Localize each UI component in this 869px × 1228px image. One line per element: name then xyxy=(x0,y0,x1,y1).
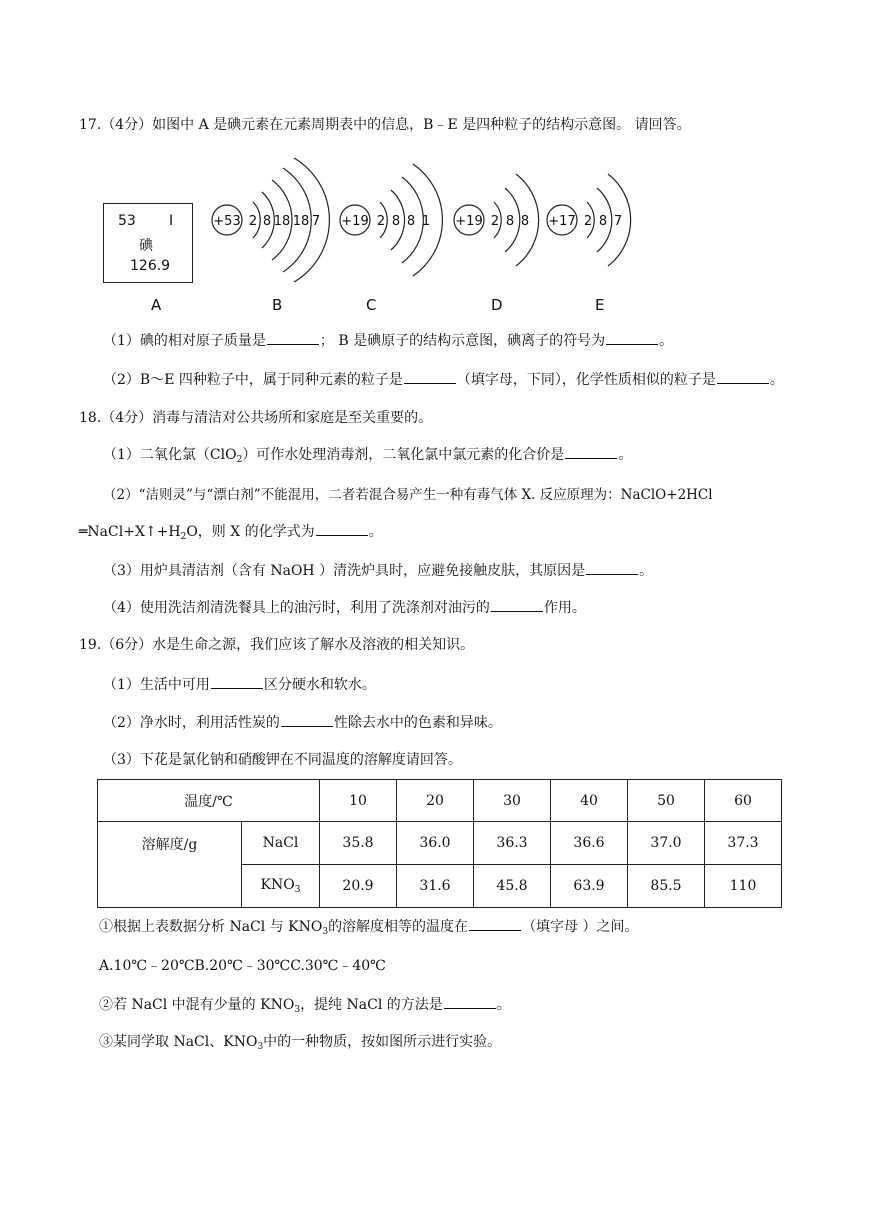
value-cell: 45.8 xyxy=(474,865,551,908)
q18-sub4: （4）使用洗洁剂清洗餐具上的油污时，利用了洗涤剂对油污的 作用。 xyxy=(103,597,586,618)
shell-count: 2 xyxy=(583,214,593,229)
answer-blank[interactable] xyxy=(491,597,543,612)
q18-sub3: （3）用炉具清洁剂（含有 NaOH ）清洗炉具时，应避免接触皮肤，其原因是 。 xyxy=(103,560,653,581)
shell-count: 2 xyxy=(376,214,386,229)
q19-options: A.10℃﹣20℃B.20℃﹣30℃C.30℃﹣40℃ xyxy=(99,958,386,974)
solubility-table xyxy=(97,779,782,908)
shell-count: 8 xyxy=(505,214,515,229)
q18-stem: 18.（4分）消毒与清洁对公共场所和家庭是至关重要的。 xyxy=(79,410,433,426)
value-cell: 36.6 xyxy=(551,822,628,865)
shell-count: 7 xyxy=(311,214,321,229)
table-row xyxy=(98,822,782,865)
element-name: 碘 xyxy=(139,238,153,254)
shell-count: 8 xyxy=(406,214,416,229)
shell-count: 2 xyxy=(248,214,258,229)
label-b: B xyxy=(272,296,283,314)
q19-sub2: （2）净水时，利用活性炭的 性除去水中的色素和异味。 xyxy=(103,712,502,733)
answer-blank[interactable] xyxy=(469,916,521,931)
temp-header: 温度/℃ xyxy=(98,780,320,822)
temp-cell: 30 xyxy=(474,780,551,822)
q18-sub2-line1: （2）“洁则灵”与“漂白剂”不能混用，二者若混合易产生一种有毒气体 X. 反应原理为：NaClO+2HCl xyxy=(103,487,713,503)
shell-count: 18 xyxy=(292,214,310,229)
temp-cell: 40 xyxy=(551,780,628,822)
answer-blank[interactable] xyxy=(586,560,638,575)
value-cell: 37.0 xyxy=(628,822,705,865)
atomic-number: 53 xyxy=(118,213,136,229)
element-symbol: I xyxy=(169,213,174,229)
q19-sub1: （1）生活中可用 区分硬水和软水。 xyxy=(103,674,376,695)
temp-cell: 50 xyxy=(628,780,705,822)
row-name: $KNO_3$ xyxy=(242,865,320,908)
answer-blank[interactable] xyxy=(606,330,658,345)
label-a: A xyxy=(151,296,162,314)
q19-stem: 19.（6分）水是生命之源，我们应该了解水及溶液的相关知识。 xyxy=(79,637,475,653)
answer-blank[interactable] xyxy=(267,330,319,345)
answer-blank[interactable] xyxy=(444,994,496,1009)
q19-p2: ②若 NaCl 中混有少量的 $KNO_3$，提纯 NaCl 的方法是 。 xyxy=(99,994,511,1020)
table-row xyxy=(98,780,782,822)
q17-sub1: （1）碘的相对原子质量是 ； B 是碘原子的结构示意图，碘离子的符号为 。 xyxy=(103,330,673,351)
shell-count: 8 xyxy=(262,214,272,229)
nucleus-charge-c: +19 xyxy=(341,214,369,229)
answer-blank[interactable] xyxy=(281,712,333,727)
nucleus-charge-e: +17 xyxy=(548,214,576,229)
temp-cell: 20 xyxy=(397,780,474,822)
shell-count: 18 xyxy=(273,214,291,229)
answer-blank[interactable] xyxy=(316,521,368,536)
nucleus-charge-d: +19 xyxy=(455,214,483,229)
q17-stem: 17.（4分）如图中 A 是碘元素在元素周期表中的信息，B﹣E 是四种粒子的结构示意图。 请回答。 xyxy=(79,117,691,133)
temp-cell: 60 xyxy=(705,780,782,822)
answer-blank[interactable] xyxy=(211,674,263,689)
label-e: E xyxy=(595,296,605,314)
answer-blank[interactable] xyxy=(404,369,456,384)
shell-count: 8 xyxy=(598,214,608,229)
q18-sub2-line2: $═NaCl+X↑+H_2O$，则 X 的化学式为 。 xyxy=(79,521,383,547)
solubility-label: 溶解度/g xyxy=(98,822,242,908)
value-cell: 63.9 xyxy=(551,865,628,908)
q19-p1: ①根据上表数据分析 NaCl 与 $KNO_3$的溶解度相等的温度在 （填字母 ）之间。 xyxy=(99,916,639,942)
shell-count: 8 xyxy=(391,214,401,229)
value-cell: 36.0 xyxy=(397,822,474,865)
shell-count: 7 xyxy=(613,214,623,229)
label-c: C xyxy=(366,296,377,314)
value-cell: 35.8 xyxy=(320,822,397,865)
atomic-mass: 126.9 xyxy=(130,258,171,274)
temp-cell: 10 xyxy=(320,780,397,822)
value-cell: 31.6 xyxy=(397,865,474,908)
value-cell: 37.3 xyxy=(705,822,782,865)
q17-sub2: （2）B～E 四种粒子中，属于同种元素的粒子是 （填字母，下同），化学性质相似的粒子是 。 xyxy=(103,369,784,390)
nucleus-charge-b: +53 xyxy=(213,214,241,229)
shell-count: 2 xyxy=(490,214,500,229)
q18-sub1: （1）二氧化氯（ClO$_2$）可作水处理消毒剂，二氧化氯中氯元素的化合价是 。 xyxy=(103,444,632,470)
shell-count: 1 xyxy=(421,214,431,229)
answer-blank[interactable] xyxy=(565,444,617,459)
value-cell: 20.9 xyxy=(320,865,397,908)
q19-p3: ③某同学取 NaCl、$KNO_3$中的一种物质，按如图所示进行实验。 xyxy=(99,1034,502,1052)
particle-diagrams xyxy=(0,150,869,290)
row-name: NaCl xyxy=(242,822,320,865)
value-cell: 36.3 xyxy=(474,822,551,865)
answer-blank[interactable] xyxy=(717,369,769,384)
q19-sub3: （3）下花是氯化钠和硝酸钾在不同温度的溶解度请回答。 xyxy=(103,752,462,768)
shell-count: 8 xyxy=(520,214,530,229)
label-d: D xyxy=(491,296,503,314)
value-cell: 110 xyxy=(705,865,782,908)
value-cell: 85.5 xyxy=(628,865,705,908)
